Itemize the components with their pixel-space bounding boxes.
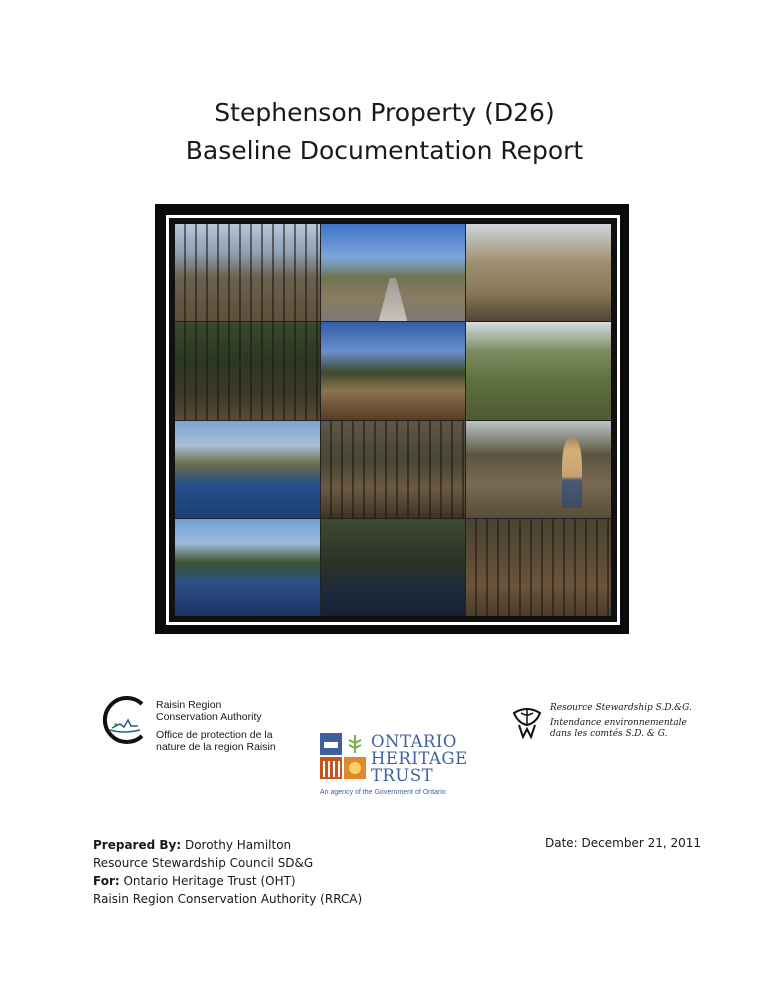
prepared-for-label: For: xyxy=(93,874,120,888)
prepared-by-line xyxy=(93,836,362,854)
prepared-by-block xyxy=(93,836,362,908)
rs-line2: Intendance environnementale xyxy=(550,718,687,728)
oht-name xyxy=(371,733,468,784)
rrca-line2: Conservation Authority xyxy=(156,711,262,723)
oht-line3: TRUST xyxy=(371,766,434,785)
photo-wetland-woods xyxy=(321,421,466,518)
photo-swamp-forest xyxy=(466,519,611,616)
photo-conifer-forest xyxy=(175,322,320,419)
oht-line2: HERITAGE xyxy=(371,749,468,768)
photo-person-in-forest xyxy=(466,421,611,518)
report-title-line1: Stephenson Property (D26) xyxy=(214,98,555,127)
photo-trail-through-trees xyxy=(321,322,466,419)
rs-line1: Resource Stewardship S.D.&G. xyxy=(550,703,692,713)
rrca-name xyxy=(156,699,276,753)
photo-collage-border xyxy=(166,215,620,625)
photo-field-with-debris xyxy=(466,224,611,321)
oht-logo-icon xyxy=(320,733,366,779)
rs-line3: dans les comtés S.D. & G. xyxy=(550,729,668,739)
rrca-line4: nature de la region Raisin xyxy=(156,741,276,753)
photo-collage-grid xyxy=(175,224,611,616)
prepared-for-value: Ontario Heritage Trust (OHT) xyxy=(119,874,296,888)
rrca-line1: Raisin Region xyxy=(156,699,222,711)
prepared-for-org2: Raisin Region Conservation Authority (RRCA) xyxy=(93,892,363,906)
photo-pond-with-shrubs xyxy=(175,519,320,616)
photo-boardwalk-ladder xyxy=(321,519,466,616)
oht-line1: ONTARIO xyxy=(371,732,457,751)
prepared-by-label: Prepared By: xyxy=(93,838,182,852)
photo-forest-with-boulder xyxy=(466,322,611,419)
resource-stewardship-name xyxy=(550,703,692,740)
rrca-line3: Office de protection de la xyxy=(156,729,273,741)
prepared-by-value: Dorothy Hamilton xyxy=(181,838,292,852)
prepared-for-line xyxy=(93,872,362,890)
report-date: Date: December 21, 2011 xyxy=(545,836,702,850)
photo-leafless-forest xyxy=(175,224,320,321)
rrca-logo-icon xyxy=(98,694,150,746)
resource-stewardship-logo-icon xyxy=(510,703,544,739)
photo-beaver-pond xyxy=(175,421,320,518)
report-title-line2: Baseline Documentation Report xyxy=(185,136,584,165)
photo-collage-frame xyxy=(155,204,629,634)
prepared-org: Resource Stewardship Council SD&G xyxy=(93,856,314,870)
photo-gravel-road xyxy=(321,224,466,321)
oht-tagline: An agency of the Government of Ontario xyxy=(320,789,446,796)
